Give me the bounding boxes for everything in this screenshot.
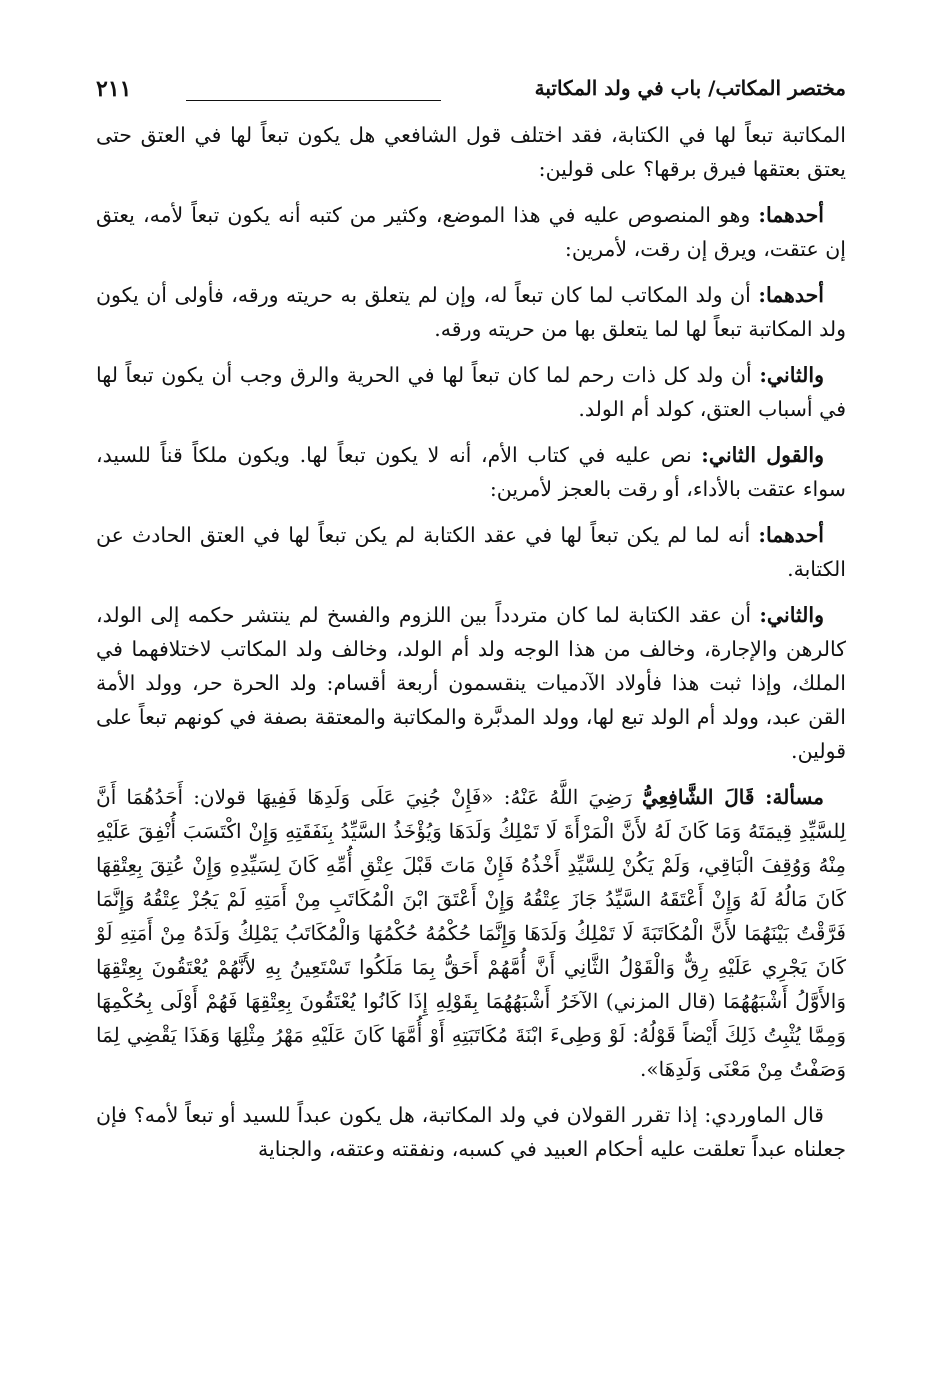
paragraph-first-reason-b xyxy=(96,518,846,586)
paragraph-first-reason xyxy=(96,278,846,346)
paragraph-text: أن ولد المكاتب لما كان تبعاً له، وإن لم يتعلق به حريته ورقه، فأولى أن يكون ولد المكاتبة تبعاً لها لما يتعلق بها من حريته ورقه. xyxy=(96,283,846,341)
page-number: ٢١١ xyxy=(96,76,132,102)
paragraph-second-reason-b xyxy=(96,598,846,768)
paragraph-second-reason xyxy=(96,358,846,426)
running-header xyxy=(96,76,846,110)
paragraph-masala xyxy=(96,780,846,1086)
paragraph-text: أنه لما لم يكن تبعاً لها في عقد الكتابة لم يكن تبعاً لها في العتق الحادث عن الكتابة. xyxy=(96,523,846,581)
paragraph-label: أحدهما: xyxy=(758,283,824,307)
paragraph-text: وهو المنصوص عليه في هذا الموضع، وكثير من كتبه أنه يكون تبعاً لأمه، يعتق إن عتقت، ويرق إن رقت، لأمرين: xyxy=(96,203,846,261)
paragraph-label: مسألة: قَالَ الشَّافِعِيُّ xyxy=(641,785,824,809)
paragraph-text: رَضِيَ اللَّهُ عَنْهُ: «فَإِنْ جُنِيَ عَلَى وَلَدِهَا فَفِيهَا قولان: أَحَدُهُمَا أَنَّ لِلسَّيِّدِ قِيمَتَهُ وَمَا كَانَ لَهُ لأَنَّ الْمَرْأَةَ لَا تَمْلِكُ وَلَدَهَا وَيُؤْخَذُ السَّيِّدُ بِنَفَقَتِهِ وَإِنْ اكْتَسَبَ أُنْفِقَ عَلَيْهِ مِنْهُ وَوُقِفَ الْبَاقِي، وَلَمْ يَكُنْ لِلسَّيِّدِ أَخْذُهُ فَإِنْ مَاتَ قَبْلَ عِتْقِ أُمِّهِ كَانَ لِسَيِّدِهِ وَإِنْ عُتِقَ بِعِتْقِهَا كَانَ مَالُهُ لَهُ وَإِنْ أَعْتَقَهُ السَّيِّدُ جَازَ عِتْقُهُ وَإِنْ أَعْتَقَ ابْنَ الْمُكَاتَبِ مِنْ أَمَتِهِ لَمْ يَجُزْ عِتْقُهُ وَإِنَّمَا فَرَّقْتُ بَيْنَهُمَا لأَنَّ الْمُكَاتَبَةَ لَا تَمْلِكُ وَلَدَهَا وَإِنَّمَا حُكْمُهُ حُكْمُهَا وَالْمُكَاتَبُ يَمْلِكُ وَلَدَهُ مِنْ أَمَتِهِ لَوْ كَانَ يَجْرِي عَلَيْهِ رِقٌّ وَالْقَوْلُ الثَّانِي أَنَّ أُمَّهُمْ أَحَقُّ بِمَا مَلَكُوا تَسْتَعِينُ بِهِ لأَنَّهُمْ يُعْتَقُونَ بِعِتْقِهَا وَالأَوَّلُ أَشْبَهُهُمَا (قال المزني) الآخَرُ أَشْبَهُهُمَا بِقَوْلِهِ إِذَا كَانُوا يُعْتَقُونَ بِعِتْقِهَا فَهُمْ أَوْلَى بِحُكْمِهَا وَمِمَّا يُثْبِتُ ذَلِكَ أَيْضاً قَوْلُهُ: لَوْ وَطِىءَ ابْنَةَ مُكَاتَبَتِهِ أَوْ أُمَّهَا كَانَ عَلَيْهِ مَهْرُ مِثْلِهَا وَهَذَا يَقْضِي لِمَا وَصَفْتُ مِنْ مَعْنَى وَلَدِهَا». xyxy=(96,785,846,1081)
paragraph-intro xyxy=(96,118,846,186)
paragraph-text: أن عقد الكتابة لما كان متردداً بين اللزوم والفسخ لم ينتشر حكمه إلى الولد، كالرهن والإجارة، وخالف من هذا الوجه ولد أم الولد، وخالف ولد المكاتب لاختلافهما في الملك، وإذا ثبت هذا فأولاد الآدميات ينقسمون أربعة أقسام: ولد الحرة حر، وولد الأمة القن عبد، وولد أم الولد تبع لها، وولد المدبَّرة والمكاتبة والمعتقة بصفة في كونهم تبعاً على قولين. xyxy=(96,603,846,763)
paragraph-mawardi xyxy=(96,1098,846,1166)
body-text xyxy=(96,118,846,1178)
paragraph-first-opinion xyxy=(96,198,846,266)
paragraph-label: أحدهما: xyxy=(758,203,824,227)
header-title: مختصر المكاتب/ باب في ولد المكاتبة xyxy=(534,76,846,100)
paragraph-label: والقول الثاني: xyxy=(701,443,824,467)
paragraph-label: والثاني: xyxy=(759,603,824,627)
paragraph-text: أن ولد كل ذات رحم لما كان تبعاً لها في الحرية والرق وجب أن يكون تبعاً لها في أسباب العتق، كولد أم الولد. xyxy=(96,363,846,421)
paragraph-text: المكاتبة تبعاً لها في الكتابة، فقد اختلف قول الشافعي هل يكون تبعاً لها في العتق حتى يعتق بعتقها فيرق برقها؟ على قولين: xyxy=(96,123,846,181)
paragraph-label: أحدهما: xyxy=(758,523,824,547)
header-rule xyxy=(186,100,441,101)
paragraph-label: والثاني: xyxy=(759,363,824,387)
paragraph-second-opinion xyxy=(96,438,846,506)
paragraph-text: نص عليه في كتاب الأم، أنه لا يكون تبعاً لها. ويكون ملكاً قناً للسيد، سواء عتقت بالأداء، أو رقت بالعجز لأمرين: xyxy=(96,443,846,501)
paragraph-text: قال الماوردي: إذا تقرر القولان في ولد المكاتبة، هل يكون عبداً للسيد أو تبعاً لأمه؟ فإن جعلناه عبداً تعلقت عليه أحكام العبيد في كسبه، ونفقته وعتقه، والجناية xyxy=(96,1103,846,1161)
